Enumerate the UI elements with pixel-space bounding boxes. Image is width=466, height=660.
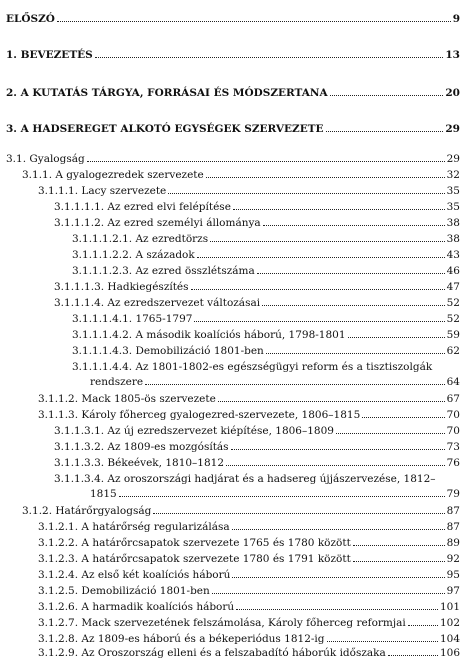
toc-entry[interactable] bbox=[38, 520, 460, 534]
toc-entry[interactable] bbox=[6, 86, 460, 100]
toc-entry-label-continuation: rendszere bbox=[90, 376, 144, 388]
toc-entry-label: 3.1.1.1.4.3. Demobilizáció 1801-ben bbox=[72, 345, 264, 357]
toc-page-number: 104 bbox=[439, 633, 460, 645]
toc-entry-label: 3. A HADSEREGET ALKOTÓ EGYSÉGEK SZERVEZETE bbox=[6, 123, 324, 135]
dot-leader bbox=[57, 21, 451, 22]
toc-entry[interactable] bbox=[38, 536, 460, 550]
toc-entry[interactable] bbox=[38, 184, 460, 198]
dot-leader bbox=[362, 417, 444, 418]
dot-leader bbox=[263, 225, 445, 226]
toc-page-number: 101 bbox=[439, 601, 460, 613]
dot-leader bbox=[266, 353, 445, 354]
toc-entry[interactable] bbox=[6, 12, 460, 26]
toc-entry[interactable] bbox=[38, 632, 460, 646]
toc-entry[interactable] bbox=[54, 424, 460, 438]
toc-page-number: 95 bbox=[446, 569, 460, 581]
toc-entry-label: 3.1. Gyalogság bbox=[6, 153, 85, 165]
toc-entry[interactable] bbox=[38, 552, 460, 566]
toc-entry-label: 3.1.2.7. Mack szervezetének felszámolása, Károly főherceg reformjai bbox=[38, 617, 406, 629]
toc-entry-label: 3.1.1.2. Mack 1805-ös szervezete bbox=[38, 393, 216, 405]
toc-entry-label: 3.1.1.1.4.2. A második koalíciós háború, 1798-1801 bbox=[72, 329, 346, 341]
toc-entry-label: 3.1.2.4. Az első két koalíciós háború bbox=[38, 569, 231, 581]
toc-page-number: 20 bbox=[445, 87, 460, 99]
toc-page-number: 52 bbox=[446, 313, 460, 325]
toc-entry[interactable] bbox=[72, 344, 460, 358]
toc-page-number: 35 bbox=[446, 185, 460, 197]
toc-entry-label: 3.1.1.3.1. Az új ezredszervezet kiépítése, 1806–1809 bbox=[54, 425, 334, 437]
toc-entry-label: 3.1.1.3.4. Az oroszországi hadjárat és a hadsereg újjászervezése, 1812– bbox=[54, 473, 436, 485]
toc-entry-label: 3.1.2.9. Az Oroszország elleni és a felszabadító háborúk időszaka bbox=[38, 647, 386, 659]
dot-leader bbox=[95, 57, 444, 58]
dot-leader bbox=[153, 513, 444, 514]
dot-leader bbox=[145, 384, 445, 385]
toc-entry-label: 3.1.1.1.4.4. Az 1801-1802-es egészségügyi reform és a tisztiszolgák bbox=[72, 361, 433, 373]
toc-entry[interactable] bbox=[54, 296, 460, 310]
dot-leader bbox=[233, 209, 445, 210]
toc-entry[interactable] bbox=[6, 152, 460, 166]
toc-page-number: 29 bbox=[446, 153, 460, 165]
dot-leader bbox=[327, 641, 438, 642]
toc-entry-label: ELŐSZÓ bbox=[6, 13, 55, 25]
toc-entry[interactable] bbox=[72, 264, 460, 278]
toc-page-number: 70 bbox=[446, 425, 460, 437]
toc-entry-label: 3.1.2. Határőrgyalogság bbox=[22, 505, 152, 517]
toc-page-number: 64 bbox=[446, 376, 460, 388]
toc-entry-label: 3.1.1.1.2.2. A századok bbox=[72, 249, 195, 261]
toc-entry-label: 3.1.1.1.2.3. Az ezred összlétszáma bbox=[72, 265, 255, 277]
toc-entry-label: 3.1.1.1.4.1. 1765-1797 bbox=[72, 313, 193, 325]
toc-entry-first-line[interactable] bbox=[72, 360, 460, 374]
dot-leader bbox=[210, 241, 445, 242]
toc-entry-label: 3.1.1.1.2. Az ezred személyi állománya bbox=[54, 217, 261, 229]
toc-page-number: 29 bbox=[445, 123, 460, 135]
toc-entry[interactable] bbox=[72, 248, 460, 262]
toc-page-number: 102 bbox=[439, 617, 460, 629]
dot-leader bbox=[197, 257, 445, 258]
toc-page-number: 87 bbox=[446, 521, 460, 533]
toc-entry[interactable] bbox=[38, 600, 460, 614]
toc-entry-label: 3.1.1.3.2. Az 1809-es mozgósítás bbox=[54, 441, 229, 453]
toc-entry-label: 3.1.2.2. A határőrcsapatok szervezete 1765 és 1780 között bbox=[38, 537, 351, 549]
dot-leader bbox=[353, 545, 445, 546]
toc-entry-label: 3.1.1.1.1. Az ezred elvi felépítése bbox=[54, 201, 231, 213]
toc-entry-label: 3.1.1.1.2.1. Az ezredtörzs bbox=[72, 233, 209, 245]
toc-page-number: 67 bbox=[446, 393, 460, 405]
toc-entry[interactable] bbox=[22, 504, 460, 518]
toc-page-number: 35 bbox=[446, 201, 460, 213]
toc-page-number: 106 bbox=[439, 647, 460, 659]
toc-entry-label: 3.1.1. A gyalogezredek szervezete bbox=[22, 169, 204, 181]
toc-entry[interactable] bbox=[38, 584, 460, 598]
toc-page-number: 9 bbox=[452, 13, 460, 25]
toc-page-number: 92 bbox=[446, 553, 460, 565]
toc-entry[interactable] bbox=[22, 168, 460, 182]
dot-leader bbox=[330, 95, 444, 96]
toc-page-number: 62 bbox=[446, 345, 460, 357]
toc-entry[interactable] bbox=[38, 568, 460, 582]
toc-entry-first-line[interactable] bbox=[54, 472, 460, 486]
toc-page-number: 87 bbox=[446, 505, 460, 517]
toc-entry-label: 3.1.1.3. Károly főherceg gyalogezred-szervezete, 1806–1815 bbox=[38, 409, 361, 421]
toc-entry-label: 3.1.2.6. A harmadik koalíciós háború bbox=[38, 601, 235, 613]
toc-page-number: 38 bbox=[446, 233, 460, 245]
toc-entry[interactable] bbox=[54, 200, 460, 214]
dot-leader bbox=[353, 561, 445, 562]
dot-leader bbox=[232, 577, 444, 578]
toc-entry[interactable] bbox=[72, 328, 460, 342]
dot-leader bbox=[218, 401, 445, 402]
dot-leader bbox=[348, 337, 445, 338]
toc-entry[interactable] bbox=[72, 232, 460, 246]
toc-entry[interactable] bbox=[90, 487, 460, 501]
toc-entry-label: 3.1.1.1.4. Az ezredszervezet változásai bbox=[54, 297, 261, 309]
toc-entry[interactable] bbox=[38, 392, 460, 406]
toc-page-number: 89 bbox=[446, 537, 460, 549]
dot-leader bbox=[326, 131, 444, 132]
dot-leader bbox=[168, 193, 444, 194]
toc-entry[interactable] bbox=[38, 646, 460, 660]
toc-entry[interactable] bbox=[54, 216, 460, 230]
toc-entry-label: 3.1.2.3. A határőrcsapatok szervezete 1780 és 1791 között bbox=[38, 553, 351, 565]
dot-leader bbox=[408, 625, 438, 626]
toc-page-number: 97 bbox=[446, 585, 460, 597]
toc-page-number: 13 bbox=[445, 49, 460, 61]
toc-entry-label: 3.1.2.5. Demobilizáció 1801-ben bbox=[38, 585, 210, 597]
toc-entry[interactable] bbox=[38, 616, 460, 630]
toc-page-number: 47 bbox=[446, 281, 460, 293]
toc-page-number: 73 bbox=[446, 441, 460, 453]
dot-leader bbox=[87, 161, 445, 162]
toc-page-number: 43 bbox=[446, 249, 460, 261]
toc-entry[interactable] bbox=[90, 375, 460, 389]
toc-page-number: 32 bbox=[446, 169, 460, 181]
dot-leader bbox=[194, 321, 444, 322]
toc-page-number: 70 bbox=[446, 409, 460, 421]
toc-entry[interactable] bbox=[54, 280, 460, 294]
toc-entry-label: 3.1.2.1. A határőrség regularizálása bbox=[38, 521, 230, 533]
toc-page-number: 38 bbox=[446, 217, 460, 229]
toc-entry[interactable] bbox=[54, 440, 460, 454]
dot-leader bbox=[388, 655, 438, 656]
dot-leader bbox=[257, 273, 445, 274]
dot-leader bbox=[119, 496, 445, 497]
toc-entry-label: 3.1.1.3.3. Békeévek, 1810–1812 bbox=[54, 457, 225, 469]
dot-leader bbox=[206, 177, 445, 178]
toc-entry-label: 3.1.1.1. Lacy szervezete bbox=[38, 185, 167, 197]
dot-leader bbox=[336, 433, 445, 434]
dot-leader bbox=[191, 289, 445, 290]
dot-leader bbox=[212, 593, 445, 594]
toc-entry-label: 3.1.1.1.3. Hadkiegészítés bbox=[54, 281, 189, 293]
toc-entry-label: 3.1.2.8. Az 1809-es háború és a békeperiódus 1812-ig bbox=[38, 633, 325, 645]
dot-leader bbox=[226, 465, 445, 466]
toc-page-number: 52 bbox=[446, 297, 460, 309]
toc-entry[interactable] bbox=[72, 312, 460, 326]
toc-page-number: 79 bbox=[446, 488, 460, 500]
dot-leader bbox=[236, 609, 438, 610]
toc-entry-label-continuation: 1815 bbox=[90, 488, 117, 500]
toc-entry[interactable] bbox=[54, 456, 460, 470]
toc-entry[interactable] bbox=[6, 122, 460, 136]
toc-entry-label: 2. A KUTATÁS TÁRGYA, FORRÁSAI ÉS MÓDSZERTANA bbox=[6, 87, 328, 99]
dot-leader bbox=[232, 529, 445, 530]
dot-leader bbox=[262, 305, 445, 306]
toc-page-number: 59 bbox=[446, 329, 460, 341]
toc-page-number: 76 bbox=[446, 457, 460, 469]
dot-leader bbox=[231, 449, 445, 450]
toc-entry[interactable] bbox=[6, 48, 460, 62]
toc-entry[interactable] bbox=[38, 408, 460, 422]
toc-page-number: 46 bbox=[446, 265, 460, 277]
toc-entry-label: 1. BEVEZETÉS bbox=[6, 49, 93, 61]
